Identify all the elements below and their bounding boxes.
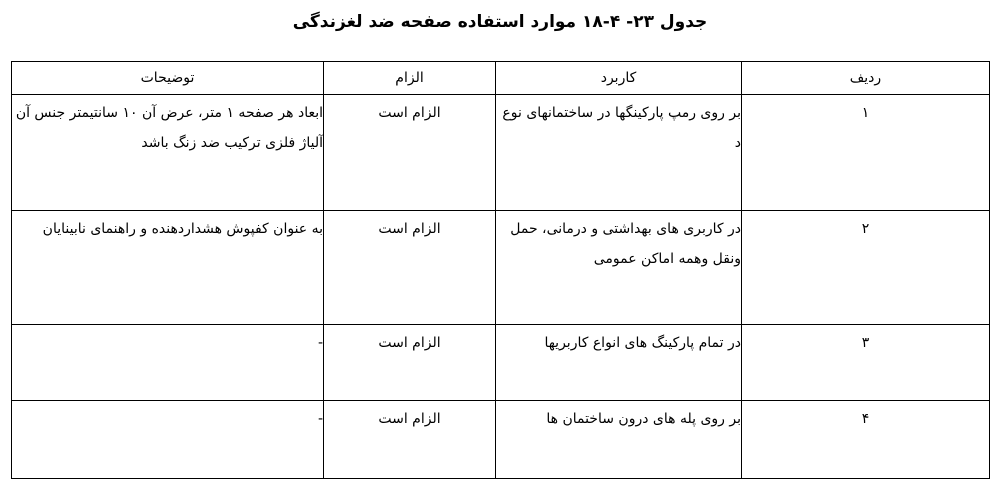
header-row-number: ردیف: [742, 62, 990, 95]
cell-row-number: ۳: [742, 325, 990, 401]
table-row: [12, 325, 990, 401]
table-row: [12, 95, 990, 211]
cell-usage: بر روی پله های درون ساختمان ها: [496, 401, 742, 479]
cell-row-number: ۱: [742, 95, 990, 211]
usage-table: [11, 61, 990, 479]
table-row: [12, 401, 990, 479]
cell-row-number: ۲: [742, 211, 990, 325]
header-usage: کاربرد: [496, 62, 742, 95]
header-requirement: الزام: [324, 62, 496, 95]
cell-description: به عنوان کفپوش هشداردهنده و راهنمای نابینایان: [12, 211, 324, 325]
table-header-row: [12, 62, 990, 95]
cell-usage: در تمام پارکینگ های انواع کاربریها: [496, 325, 742, 401]
cell-description: -: [12, 401, 324, 479]
cell-row-number: ۴: [742, 401, 990, 479]
cell-usage: بر روی رمپ پارکینگها در ساختمانهای نوع د: [496, 95, 742, 211]
cell-requirement: الزام است: [324, 401, 496, 479]
cell-usage: در کاربری های بهداشتی و درمانی، حمل ونقل وهمه اماکن عمومی: [496, 211, 742, 325]
header-description: توضیحات: [12, 62, 324, 95]
cell-requirement: الزام است: [324, 325, 496, 401]
cell-description: ابعاد هر صفحه ۱ متر، عرض آن ۱۰ سانتیمتر جنس آن آلیاژ فلزی ترکیب ضد زنگ باشد: [12, 95, 324, 211]
table-row: [12, 211, 990, 325]
cell-description: -: [12, 325, 324, 401]
table-title: جدول ۲۳- ۴-۱۸ موارد استفاده صفحه ضد لغزندگی: [292, 12, 708, 32]
cell-requirement: الزام است: [324, 95, 496, 211]
cell-requirement: الزام است: [324, 211, 496, 325]
